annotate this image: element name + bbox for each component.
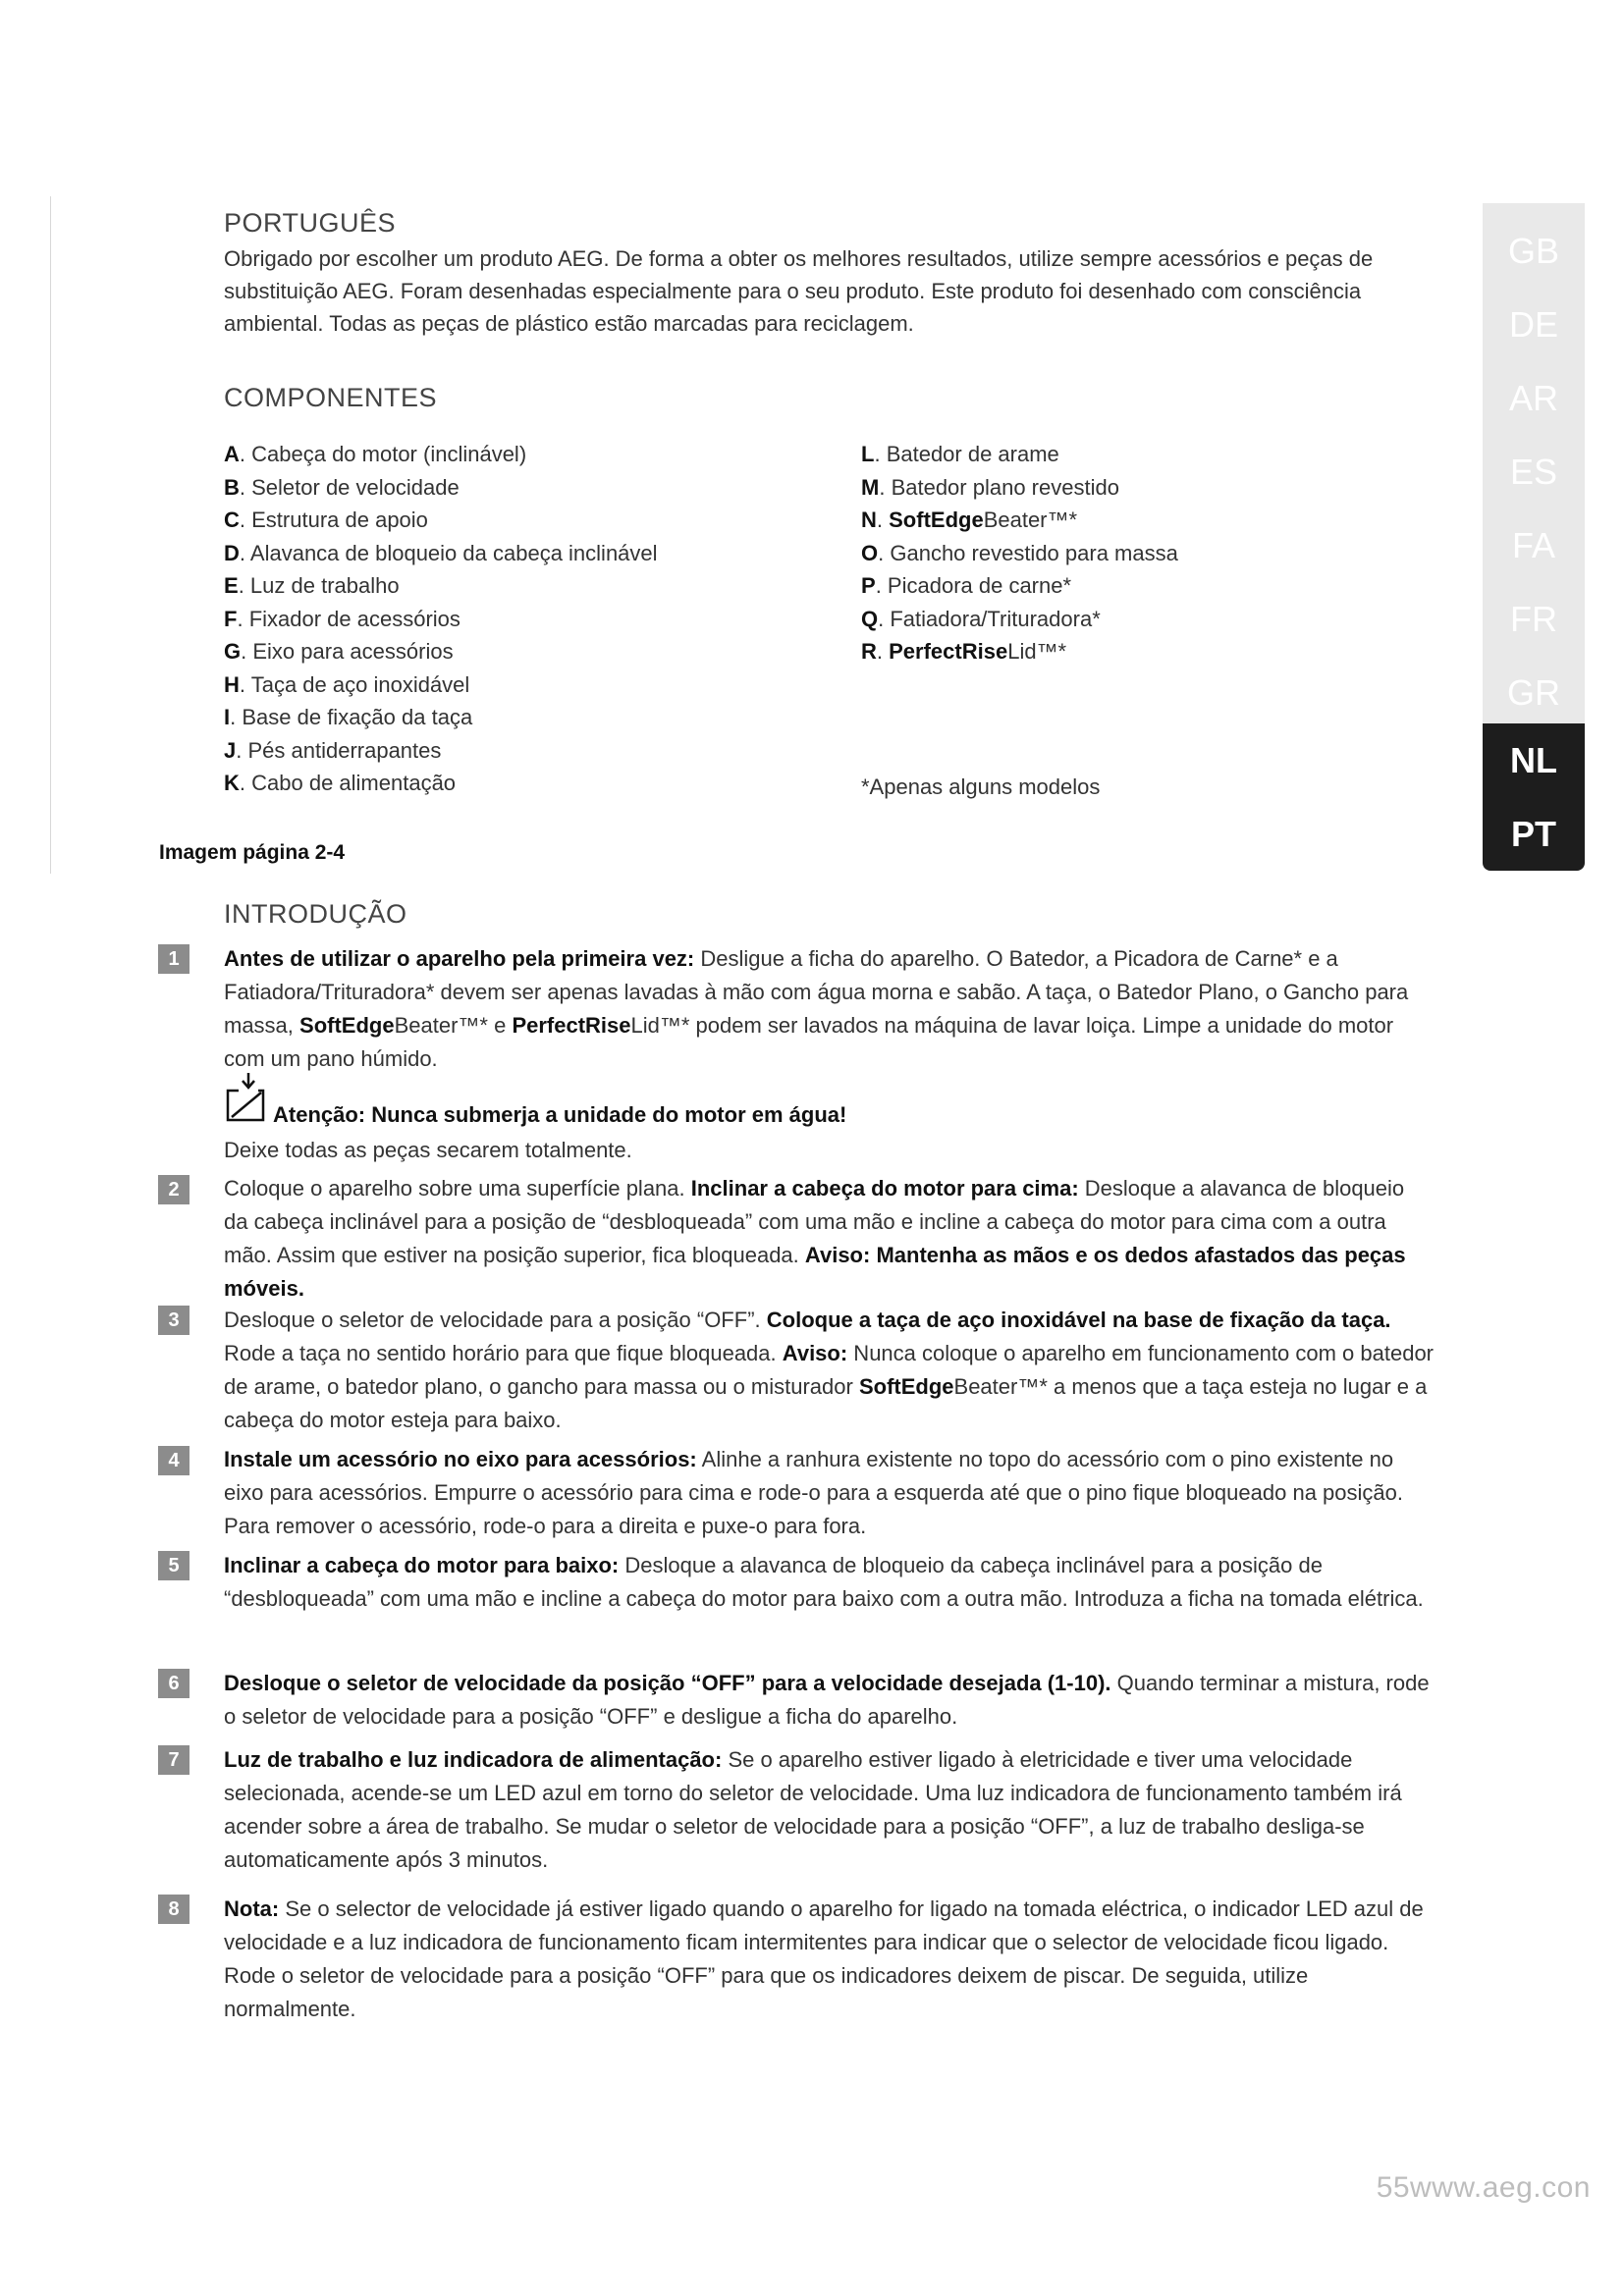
component-item: H. Taça de aço inoxidável <box>224 671 470 697</box>
component-item: J. Pés antiderrapantes <box>224 737 442 763</box>
step-number-badge: 8 <box>158 1895 189 1924</box>
step-1-text: Antes de utilizar o aparelho pela primeira vez: Desligue a ficha do aparelho. O Batedor, a Picadora de Carne* e a Fatiadora/Trituradora* devem ser apenas lavadas à mão com água morna e sabão. A taça, o Batedor Plano, o Gancho para massa, SoftEdgeBeater™* e PerfectRiseLid™* podem ser lavados na máquina de lavar loiça. Limpe a unidade do motor com um pano húmido. <box>224 946 1409 1071</box>
components-list-right <box>861 438 1178 668</box>
lang-tab-fa[interactable]: FA <box>1511 525 1555 565</box>
intro-paragraph: Obrigado por escolher um produto AEG. De forma a obter os melhores resultados, utilize sempre acessórios e peças de substituição AEG. Foram desenhadas especialmente para o seu produto. Este produto foi desenhado com consciência ambiental. Todas as peças de plástico estão marcadas para reciclagem. <box>224 246 1374 336</box>
component-item: F. Fixador de acessórios <box>224 606 460 631</box>
step-2-text: Coloque o aparelho sobre uma superfície plana. Inclinar a cabeça do motor para cima: Desloque a alavanca de bloqueio da cabeça inclinável para a posição de “desbloqueada” com uma mão e incline a cabeça do motor para cima com a outra mão. Assim que estiver na posição superior, fica bloqueada. Aviso: Mantenha as mãos e os dedos afastados das peças móveis. <box>224 1176 1406 1301</box>
no-immerse-icon <box>224 1073 269 1124</box>
component-item: A. Cabeça do motor (inclinável) <box>224 442 527 466</box>
component-item: L. Batedor de arame <box>861 442 1059 466</box>
component-item: R. PerfectRiseLid™* <box>861 639 1067 664</box>
lang-tab-gr[interactable]: GR <box>1507 672 1560 713</box>
step-number-badge: 5 <box>158 1551 189 1580</box>
step-number-badge: 7 <box>158 1745 189 1775</box>
language-title: PORTUGUÊS <box>224 208 397 238</box>
components-footnote: *Apenas alguns modelos <box>861 774 1101 799</box>
component-item: O. Gancho revestido para massa <box>861 540 1178 565</box>
lang-tab-nl[interactable]: NL <box>1483 723 1585 797</box>
step-8-text: Nota: Se o selector de velocidade já estiver ligado quando o aparelho for ligado na tomada eléctrica, o indicador LED azul de velocidade e a luz indicadora de funcionamento ficam intermitentes para indicar que o selector de velocidade ficou ligado. Rode o seletor de velocidade para a posição “OFF” para que os indicadores deixem de piscar. De seguida, utilize normalmente. <box>224 1896 1424 2021</box>
footer-page-url: 55www.aeg.con <box>1376 2171 1591 2204</box>
component-item: D. Alavanca de bloqueio da cabeça inclinável <box>224 540 658 565</box>
component-item: E. Luz de trabalho <box>224 573 400 598</box>
component-item: I. Base de fixação da taça <box>224 705 473 729</box>
language-tabs <box>1483 203 1585 871</box>
component-item: N. SoftEdgeBeater™* <box>861 507 1078 532</box>
step-7-text: Luz de trabalho e luz indicadora de alimentação: Se o aparelho estiver ligado à eletricidade e tiver uma velocidade selecionada, acende-se um LED azul em torno do seletor de velocidade. Uma luz indicadora de funcionamento também irá acender sobre a área de trabalho. Se mudar o seletor de velocidade para a posição “OFF”, a luz de trabalho desliga-se automaticamente após 3 minutos. <box>224 1747 1402 1872</box>
step-3-text: Desloque o seletor de velocidade para a posição “OFF”. Coloque a taça de aço inoxidável na base de fixação da taça. Rode a taça no sentido horário para que fique bloqueada. Aviso: Nunca coloque o aparelho em funcionamento com o batedor de arame, o batedor plano, o gancho para massa ou o misturador SoftEdgeBeater™* a menos que a taça esteja no lugar e a cabeça do motor esteja para baixo. <box>224 1308 1435 1432</box>
step-5-text: Inclinar a cabeça do motor para baixo: Desloque a alavanca de bloqueio da cabeça inclinável para a posição de “desbloqueada” com uma mão e incline a cabeça do motor para baixo com a outra mão. Introduza a ficha na tomada elétrica. <box>224 1553 1424 1611</box>
lang-tab-gb[interactable]: GB <box>1507 231 1559 271</box>
component-item: B. Seletor de velocidade <box>224 474 460 500</box>
component-item: G. Eixo para acessórios <box>224 639 454 664</box>
step-number-badge: 2 <box>158 1175 189 1204</box>
lang-tab-ar[interactable]: AR <box>1508 378 1558 418</box>
lang-tab-es[interactable]: ES <box>1509 452 1558 492</box>
step-4-text: Instale um acessório no eixo para acessórios: Alinhe a ranhura existente no topo do acessório com o pino existente no eixo para acessórios. Empurre o acessório para cima e rode-o para a esquerda até que o pino fique bloqueado na posição. Para remover o acessório, rode-o para a direita e puxe-o para fora. <box>224 1447 1403 1538</box>
component-item: P. Picadora de carne* <box>861 573 1072 598</box>
components-title: COMPONENTES <box>224 383 438 412</box>
step-number-badge: 3 <box>158 1306 189 1335</box>
margin-rule <box>50 196 51 874</box>
warning-text: Atenção: Nunca submerja a unidade do motor em água! <box>273 1102 847 1127</box>
step-number-badge: 4 <box>158 1446 189 1475</box>
component-item: Q. Fatiadora/Trituradora* <box>861 606 1101 631</box>
introduction-title: INTRODUÇÃO <box>224 899 407 929</box>
lang-tab-fr[interactable]: FR <box>1510 599 1557 639</box>
lang-tab-de[interactable]: DE <box>1508 304 1558 345</box>
lang-tab-pt[interactable]: PT <box>1483 797 1585 871</box>
image-reference: Imagem página 2-4 <box>159 841 346 864</box>
component-item: K. Cabo de alimentação <box>224 771 457 795</box>
component-item: C. Estrutura de apoio <box>224 507 428 532</box>
warning-followup: Deixe todas as peças secarem totalmente. <box>224 1138 632 1162</box>
component-item: M. Batedor plano revestido <box>861 474 1119 500</box>
step-number-badge: 6 <box>158 1669 189 1698</box>
components-list-left <box>224 438 658 800</box>
step-6-text: Desloque o seletor de velocidade da posição “OFF” para a velocidade desejada (1-10). Quando terminar a mistura, rode o seletor de velocidade para a posição “OFF” e desligue a ficha do aparelho. <box>224 1671 1430 1729</box>
step-number-badge: 1 <box>158 944 189 974</box>
